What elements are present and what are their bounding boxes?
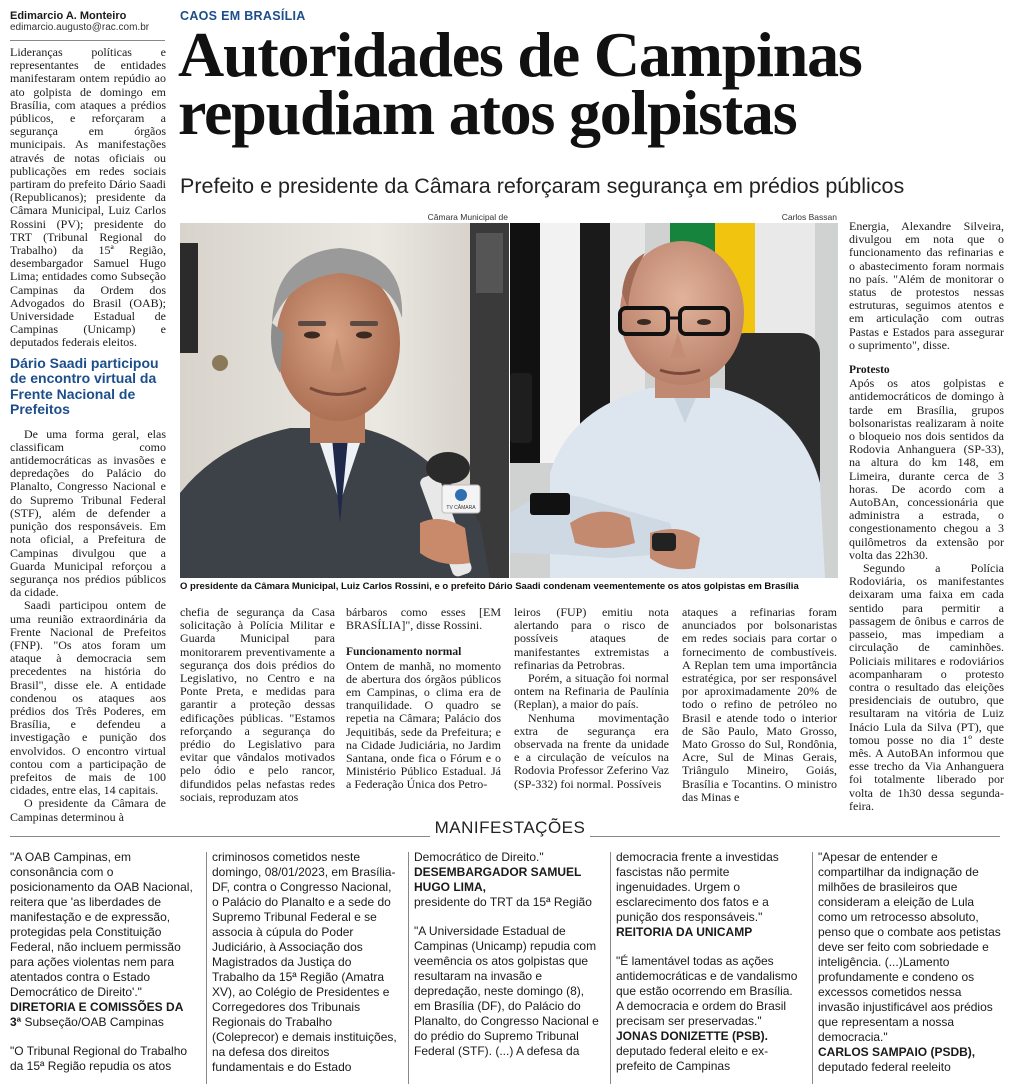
kicker: CAOS EM BRASÍLIA <box>180 9 306 23</box>
article-column-4 <box>514 606 669 791</box>
column-divider <box>206 852 207 1084</box>
quote-column-3 <box>414 850 600 1073</box>
quote-text: "A Universidade Estadual de Campinas (Unicamp) repudia com veemência os atos golpistas que resultaram na invasão e depredação, neste domingo (8), em Brasília (DF), do Palácio do Planalto, do Congresso Nacional e do prédio do Supremo Tribunal Federal (STF). (...) A defesa da <box>414 924 599 1058</box>
quote-author-bold: 3ª <box>10 1015 22 1029</box>
photo-credit-right: Carlos Bassan <box>781 212 837 222</box>
quote-author-role: deputado federal reeleito <box>818 1060 951 1074</box>
paragraph: Segundo a Polícia Rodoviária, os manifestantes deixaram uma faixa em cada sentido para permitir a passagem de ônibus e carros de passeio, mas impediam a circulação de caminhões. Policiais militares e rodoviários acompanharam o protesto contra o resultado das eleições presidenciais de outubro, que resultaram na vitória de Luiz Inácio Lula da Silva (PT), que tomou posse no dia 1º deste mês. A AutoBAn informou que esse trecho da Via Anhanguera foi totalmente liberado por volta de 1h30 dessa segunda-feira. <box>849 561 1004 813</box>
subtitle: Funcionamento normal <box>346 646 462 659</box>
quote-column-4 <box>616 850 802 1088</box>
section-title: MANIFESTAÇÕES <box>430 818 590 838</box>
author-email: edimarcio.augusto@rac.com.br <box>10 22 150 33</box>
quote-column-1 <box>10 850 196 1088</box>
article-column-1 <box>10 46 166 824</box>
paragraph: Após os atos golpistas e antidemocráticos de domingo à tarde em Brasília, grupos bolsonaristas realizaram à noite o bloqueio nos dois sentidos da Rodovia Anhanguera (SP-33), na altura do km 148, em Limeira, durante cerca de 3 horas. De acordo com a AutoBAn, concessionária que administra a estrada, o congestionamento chegou a 3 quilômetros da extensão por volta das 22h30. <box>849 376 1004 562</box>
quote-column-5 <box>818 850 1004 1089</box>
quote-text: "É lamentável todas as ações antidemocráticas e de vandalismo que estão ocorrendo em Brasília. A democracia e ordem do Brasil precisam ser preservadas." <box>616 954 798 1028</box>
quote-author: JONAS DONIZETTE (PSB). <box>616 1029 769 1043</box>
paragraph: ataques a refinarias foram anunciados por bolsonaristas em redes sociais para cortar o fornecimento de combustíveis. A Replan tem uma importância estratégica, por ser responsável por aproximadamente 20% de todo o refino de petróleo no Brasil e atende todo o interior de São Paulo, Mato Grosso, Mato Grosso do Sul, Rondônia, Acre, Sul de Minas Gerais, Triângulo Mineiro, Goiás, Brasília e Tocantins. O ministro das Minas e <box>682 605 837 804</box>
quote-text: "A OAB Campinas, em consonância com o posicionamento da OAB Nacional, reitera que 'as liberdades de manifestação e de expressão, protegidas pela Constituição Federal, não incluem permissão para ações violentas nem para atentados contra o Estado Democrático de Direito'." <box>10 850 193 999</box>
paragraph: bárbaros como esses [EM BRASÍLIA]", disse Rossini. <box>346 605 501 633</box>
byline-divider <box>10 40 165 41</box>
paragraph: chefia de segurança da Casa solicitação à Polícia Militar e Guarda Municipal para monitorarem preventivamente a segurança dos dois prédios do Legislativo, no Centro e na Ponte Preta, e medidas para garantir a proteção dessas edificações públicas. "Estamos reforçando a segurança do prédio do Legislativo para evitar que vândalos motivados pelo ódio e pelo rancor, difundidos pelas nefastas redes sociais, reproduzam atos <box>180 605 335 804</box>
quote-text: "Apesar de entender e compartilhar da indignação de milhões de brasileiros que consideram a eleição de Lula como um retrocesso absoluto, penso que o combate aos petistas deve ser feito com sobriedade e inteligência. (...)Lamento profundamente e condeno os excessos cometidos nessa invasão injustificável aos prédios que representam a nossa democracia." <box>818 850 1001 1044</box>
photo-rossini <box>180 223 509 578</box>
quote-author-role: deputado federal eleito e ex-prefeito de Campinas <box>616 1044 769 1073</box>
quote-text: criminosos cometidos neste domingo, 08/01/2023, em Brasília-DF, contra o Congresso Nacional, o Palácio do Planalto e a sede do Supremo Tribunal Federal e se associa à cúpula do Poder Judiciário, à Associação dos Magistrados da Justiça do Trabalho da 15ª Região (Amatra XV), ao Colégio de Presidentes e Corregedores dos Tribunais Regionais do Trabalho (Coleprecor) e demais instituições, na defesa dos direitos fundamentais e do Estado <box>212 850 397 1074</box>
paragraph: Ontem de manhã, no momento de abertura dos órgãos públicos em Campinas, o clima era de tranquilidade. O quadro se repetia na Câmara; Palácio dos Jequitibás, sede da Prefeitura; e na Cidade Judiciária, no Jardim Santana, onde fica o Fórum e o Ministério Público Estadual. Já a Federação Única dos Petro- <box>346 658 501 792</box>
paragraph: Porém, a situação foi normal ontem na Refinaria de Paulínia (Replan), a maior do país. <box>514 671 669 712</box>
paragraph: Lideranças políticas e representantes de entidades manifestaram ontem repúdio ao ato golpista de domingo em Brasília, com ataques a prédios públicos, e reforçaram a segurança em órgãos municipais. As manifestações através de notas oficiais ou publicações em redes sociais partiram do prefeito Dário Saadi (Republicanos); presidente da Câmara Municipal, Luiz Carlos Rossini (PV); presidente do TRT (Tribunal Regional do Trabalho) da 15ª Região, desembargador Samuel Hugo Lima; entidades como Subseção Campinas da Ordem dos Advogados do Brasil (OAB); Universidade Estadual de Campinas (Unicamp) e deputados federais eleitos. <box>10 45 166 350</box>
paragraph: De uma forma geral, elas classificam como antidemocráticas as invasões e depredações do Palácio do Planalto, Congresso Nacional e do Supremo Tribunal Federal (STF), além de defender a punição dos responsáveis. Em nota oficial, a Prefeitura de Campinas divulgou que a Guarda Municipal reforçou a segurança nos prédios públicos da cidade. <box>10 426 166 600</box>
quote-author <box>10 1000 196 1030</box>
quote-author-line <box>10 1015 196 1030</box>
photo-rossini-illustration <box>180 223 509 578</box>
paragraph: leiros (FUP) emitiu nota alertando para o risco de possíveis ataques de manifestantes extremistas a refinarias da Petrobras. <box>514 605 669 672</box>
paragraph: O presidente da Câmara de Campinas determinou à <box>10 796 166 824</box>
column-divider <box>610 852 611 1084</box>
headline <box>178 19 998 148</box>
quote-author-line: DIRETORIA E COMISSÕES DA <box>10 1000 184 1014</box>
paragraph: Nenhuma movimentação extra de segurança era observada na frente da unidade e a circulação de veículos na Rodovia Professor Zeferino Vaz (SP-332) foi normal. Possíveis <box>514 710 669 791</box>
quote-text: "O Tribunal Regional do Trabalho da 15ª Região repudia os atos <box>10 1044 188 1073</box>
paragraph: Saadi participou ontem de uma reunião extraordinária da Frente Nacional de Prefeitos (FNP). "Os atos foram um ataque à democracia sem precedentes na história do Brasil", disse ele. A entidade condenou os ataques aos prédios dos Três Poderes, em Brasília, e defendeu a investigação e punição dos envolvidos. O encontro virtual contou com a participação de prefeitos de mais de 100 cidades, entre elas, 14 capitais. <box>10 598 166 798</box>
subheadline: Prefeito e presidente da Câmara reforçaram segurança em prédios públicos <box>180 174 905 198</box>
quote-author-rest: Subseção/OAB Campinas <box>21 1015 164 1029</box>
photo-credit-left: Câmara Municipal de <box>427 212 508 222</box>
article-column-2 <box>180 606 335 804</box>
quote-text: Democrático de Direito." <box>414 850 544 864</box>
paragraph: Energia, Alexandre Silveira, divulgou em nota que o funcionamento das refinarias e o abastecimento foram normais no país. "Além de monitorar o status de protestos nessas estruturas, seguimos atentos e em articulação com outras Pastas e Estados para assegurar o suprimento", disse. <box>849 219 1004 352</box>
column-divider <box>812 852 813 1084</box>
column-divider <box>408 852 409 1084</box>
quote-author: DESEMBARGADOR SAMUEL HUGO LIMA, <box>414 865 582 894</box>
quote-text: democracia frente a investidas fascistas não permite ingenuidades. Urgem o esclarecimento dos fatos e a punição dos responsáveis." <box>616 850 779 924</box>
byline <box>10 10 170 33</box>
article-column-3 <box>346 606 501 792</box>
quote-author: CARLOS SAMPAIO (PSDB), <box>818 1045 976 1059</box>
author-name: Edimarcio A. Monteiro <box>10 10 127 22</box>
article-column-6 <box>849 220 1004 813</box>
subtitle: Protesto <box>849 364 890 377</box>
headline-line-2: repudiam atos golpistas <box>178 77 797 148</box>
photo-saadi-illustration <box>510 223 838 578</box>
mic-label: TV CÂMARA <box>446 505 476 511</box>
photo-caption: O presidente da Câmara Municipal, Luiz Carlos Rossini, e o prefeito Dário Saadi condenam veementemente os atos golpistas em Brasília <box>180 581 799 592</box>
photo-saadi <box>510 223 838 578</box>
quote-column-2 <box>212 850 398 1089</box>
article-column-5 <box>682 606 837 804</box>
quote-author-role: presidente do TRT da 15ª Região <box>414 895 592 909</box>
quote-author: REITORIA DA UNICAMP <box>616 925 753 939</box>
intertitle: Dário Saadi participou de encontro virtual da Frente Nacional de Prefeitos <box>10 354 159 418</box>
headline-line-1: Autoridades de Campinas <box>178 19 862 90</box>
